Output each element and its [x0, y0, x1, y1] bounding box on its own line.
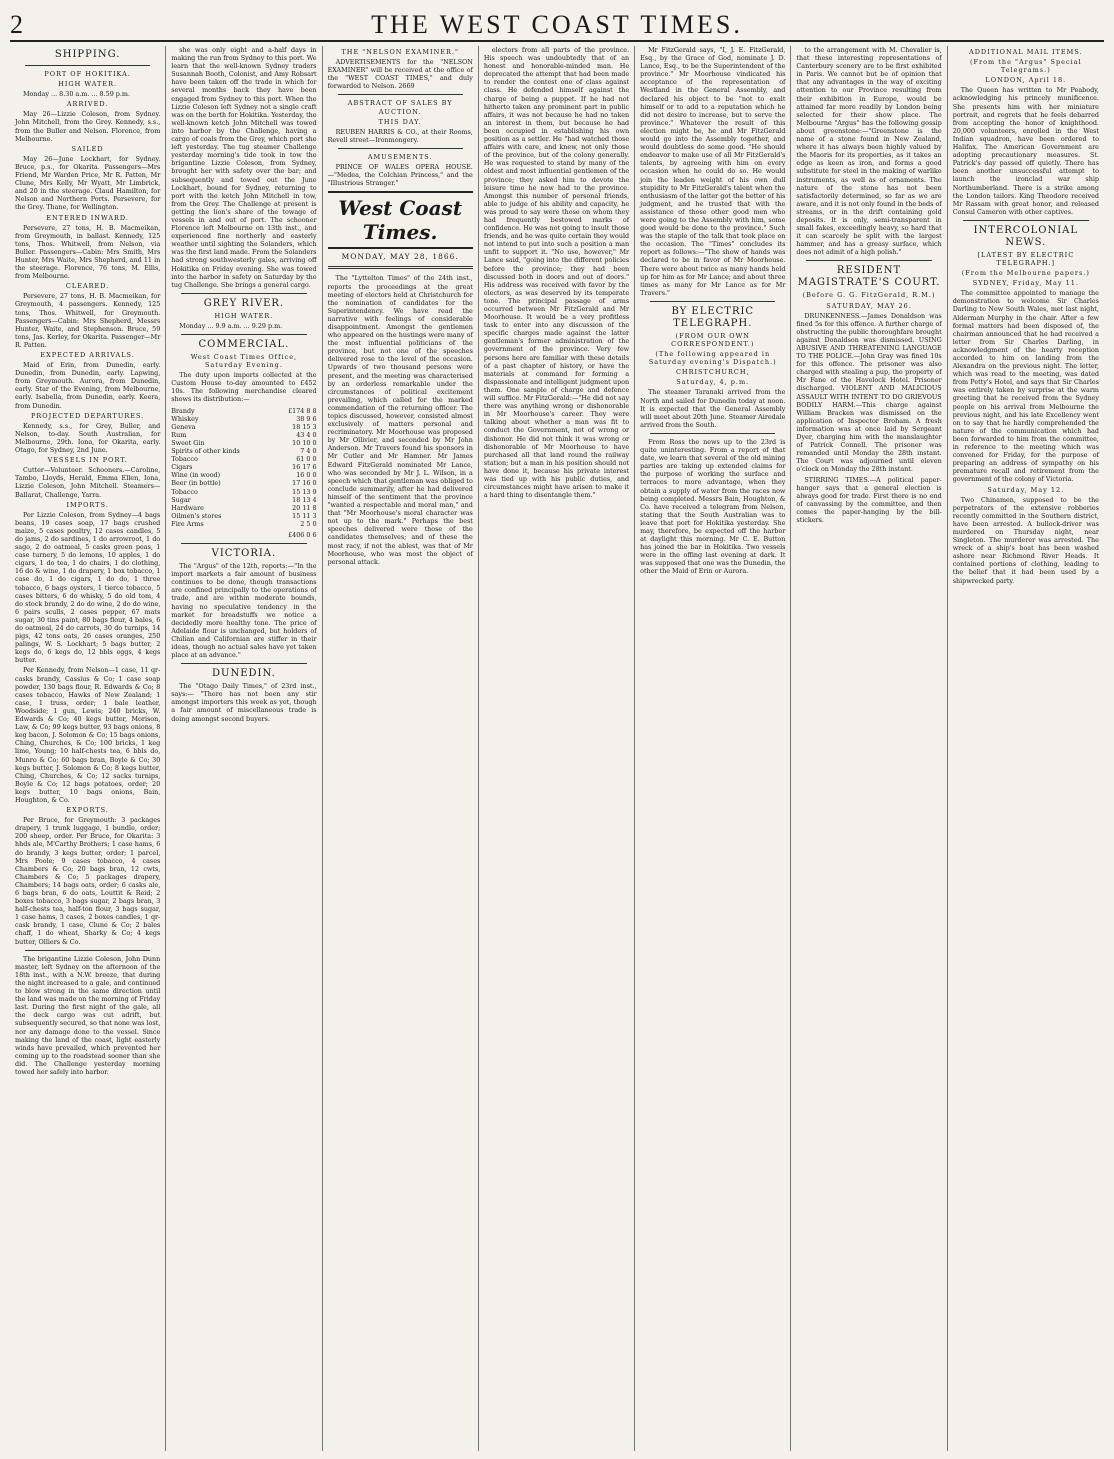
intercolonial-source: (From the Melbourne papers.): [961, 269, 1090, 278]
divider: [963, 220, 1089, 221]
court-subhead: (Before G. G. FitzGerald, R.M.): [802, 291, 936, 300]
duty-amount: £174 8 8: [288, 406, 317, 415]
this-day-label: THIS DAY.: [378, 117, 422, 126]
court-date: SATURDAY, MAY 26.: [826, 301, 912, 310]
duty-item: Fire Arms: [171, 519, 204, 528]
duty-amount: 10 10 0: [292, 438, 317, 447]
mail-heading: ADDITIONAL MAIL ITEMS.: [969, 48, 1083, 56]
duty-item: Sweet Gin: [171, 438, 205, 447]
duty-row: [171, 431, 316, 439]
divider: [25, 950, 150, 951]
column-court: [791, 46, 947, 1451]
duty-row: [171, 488, 316, 496]
double-divider: [328, 266, 473, 269]
telegraph-text: The steamer Taranaki arrived from the North and sailed for Dunedin today at noon. It is expected that the General Assembly will meet about 20th June. Steamer Airedale arrived from the South.: [640, 388, 786, 429]
duty-item: Wine (in wood): [171, 471, 221, 480]
duty-item: Geneva: [171, 422, 196, 431]
court-text: DRUNKENNESS.—James Donaldson was fined 5s for this offence. A further charge of obstructing the public thoroughfare brought against Donaldson was dismissed. USING ABUSIVE AND THREATENING LANGUAGE TO THE POLICE.—John Gray was fined 10s for this offence. The prisoner was also charged with stealing a pup, the property of Mr Fane of the Havelock Hotel. Prisoner discharged. VIOLENT AND MALICIOUS ASSAULT WITH INTENT TO DO GRIEVOUS BODILY HARM.—This charge against William Bracken was dismissed on the application of Inspector Broham. A fresh information was at once laid by Sergeant Dyer, charging him with the manslaughter of Patrick Connell. The prisoner was remanded until Monday the 28th instant. The Court was adjourned until eleven o'clock on Monday the 28th instant.: [796, 311, 942, 474]
duty-row: [171, 512, 316, 520]
grey-river-heading: GREY RIVER.: [203, 297, 285, 309]
duty-row: [171, 504, 316, 512]
duty-amount: 15 13 9: [292, 487, 317, 496]
expected-label: EXPECTED ARRIVALS.: [40, 351, 135, 359]
cleared-label: CLEARED.: [65, 282, 110, 291]
nelson-heading: THE "NELSON EXAMINER.": [341, 48, 459, 56]
arrived-text: May 26—Lizzie Coleson, from Sydney. John Mitchell, from the Grey. Kennedy, s.s., from the Buller and Nelson. Florence, from Melbourne.: [15, 110, 161, 143]
intercolonial-text: The committee appointed to manage the demonstration to welcome Sir Charles Darling to New South Wales, met last night, Alderman Murphy in the chair. After a few formal matters had been disposed of, the chairman announced that he had received a letter from Sir Charles Darling, in acknowledgment of the hearty reception accorded to him on landing from the Alexandra on the previous night. The letter, which was read to the meeting, was dated from Petty's Hotel, and says that Sir Charles was entirely taken by surprise at the warm greeting that he received from the Sydney people on his arrival from Melbourne the previous night, and his late Excellency went on to say that he hardly comprehended the nature of the communication which had been forwarded to him from the committee, in reference to the meeting which was convened for Friday, for the purpose of preparing an address of sympathy on his premature recall and retirement from the government of the colony of Victoria.: [952, 289, 1099, 484]
grey-tide-times: Monday ... 9.9 a.m. ... 9.29 p.m.: [179, 321, 283, 330]
editorial-end-text: Mr FitzGerald says, "I, J. E. FitzGerald, Esq., by the Grace of God, nominate J. D. Lance, Esq., to be the Superintendent of the province." Mr Moorhouse vindicated his acceptance of the representation of Westland in the General Assembly, and declared his object to be "not to exalt himself or to add to a reputation which he did not desire to increase, but to serve the province." Whatever the result of this election might be, he and Mr FitzGerald would go into the Assembly together, and would doubtless do some good. "He should endeavor to make use of all Mr FitzGerald's talents, by agreeing with him on every occasion when he could do so. He would join the leaden weight of his own dull stupidity to Mr FitzGerald's talent when the enthusiasm of the latter got the better of his judgment, and he trusted that with the assistance of those other good men who were going to the Assembly with him, some good would be done to the province." Such was the staple of the talk that took place on the occasion. The "Times" concludes its report as follows:—"The show of hands was declared to be in favor of Mr Moorhouse. There were about twice as many hands held up for him as for Mr Lance; and about three times as many for Mr Lance as for Mr Travers.": [640, 46, 786, 297]
abstract-heading: ABSTRACT OF SALES BY AUCTION.: [347, 99, 453, 116]
exports-label: EXPORTS.: [66, 806, 109, 815]
in-port-text: Cutter—Volunteer. Schooners.—Caroline, Tambo, Lloyds, Herald, Emma Ellen, Iona, Lizzie Coleson, John Mitchell. Steamers—Ballarat, Challenge, Yarra.: [15, 466, 161, 499]
auction-text: REUBEN HARRIS & CO., at their Rooms, Revell street—Ironmongery.: [327, 127, 473, 144]
stirring-times-text: STIRRING TIMES.—A political paper-hanger says that a general election is always good for trade. First there is no end of canvassing by the committee, and then comes the paper-hanging by the bill-stickers.: [796, 475, 942, 524]
duty-amount: 20 11 8: [292, 503, 317, 512]
duty-item: Brandy: [171, 406, 195, 415]
duty-row: [171, 415, 316, 423]
sailed-label: SAILED: [71, 144, 104, 153]
divider: [338, 148, 463, 149]
page-number: 2: [10, 10, 23, 39]
duty-row: [171, 407, 316, 415]
tide-times: Monday ... 8.30 a.m. ... 8.59 p.m.: [23, 90, 130, 99]
duty-amount: 18 15 3: [292, 422, 317, 431]
duty-amount: 15 11 3: [292, 511, 317, 520]
duty-row: [171, 439, 316, 447]
editorial-text: The "Lyttelton Times" of the 24th inst., reports the proceedings at the great meeting of electors held at Christchurch for the nomination of candidates for the Superintendency. We have read the narrative with feelings of considerable disappointment. Amongst the gentlemen who appeared on the hustings were many of the most influential politicians of the province, but not one of the speeches delivered rose to the level of the occasion. Upwards of two thousand persons were present, and the meeting was characterised by an orderless remarkable under the circumstances of political excitement prevailing, which called for the marked commendation of the returning officer. The topics discussed, however, consisted almost exclusively of matters personal and recriminatory. Mr Moorhouse was proposed by Mr Ollivier, and seconded by Mr John Anderson. Mr Travers found his sponsors in Mr Cutler and Mr Hamner. Mr James Edward FitzGerald nominated Mr Lance, who was seconded by Mr J. L. Wilson, in a speech which that gentleman was obliged to conclude summarily, after he had delivered himself of the sentiment that the province "wanted a respectable and moral man," and that "Mr Moorhouse's moral character was not up to the mark." Perhaps the best speeches delivered were those of the candidates themselves; and of these the most racy, if not the ablest, was that of Mr Moorhouse, who was most the object of personal attack.: [327, 274, 473, 566]
intercolonial-text-2: Two Chinamen, supposed to be the perpetrators of the extensive robberies recently committed in the Southern district, have been arrested. A bullock-driver was murdered on Thursday night, near Singleton. The murderer was arrested. The wreck of a ship's boat has been washed ashore near Richmond River Heads. It contained portions of clothing, leading to the belief that it had been used by a shipwrecked party.: [952, 495, 1099, 585]
editorial-continued-text: electors from all parts of the province. His speech was undoubtedly that of an honest and honorable-minded man. He deprecated the attempt that had been made to render the contest one of class against class. He defended himself against the charge of being a puppet. If he had not hitherto taken any prominent part in public affairs, it was not because he had no taken an interest in them, but because he had been occupied in establishing his own position as a settler. He "had watched those affairs with care, and knew, not only those of the province, but of the colony generally. He was requested to stand by many of the oldest and most influential gentlemen of the province; they asked him to devote the leisure time he now had to the province. Amongst this number of personal friends, able to judge of his ability and capacity, he was proud to say were those on whom they had frequently bestowed marks of confidence. He was not going to insult those friends, and he was quite certain they would not intend to put into such a position a man unfit to support it. "No use, however," Mr Lance said, "going into the different policies before the province; they had been discussed both in doors and out of doors." His address was received with favor by the electors, as was deserved by its temperate tone. The principal passage of arms occurred between Mr FitzGerald and Mr Moorhouse. It would be a very profitless task to enter into any discussion of the specific charges made against the latter gentleman's former administration of the government of the province. Very few persons here are familiar with these details of a past chapter of history, or have the materials at command for forming a dispassionate and intelligent judgment upon them. One sample of charge and defence will suffice. Mr FitzGerald:—"He did not say there was anything wrong or dishonorable in Mr Moorhouse's career. They were talking about whether a man was fit to conduct the Government, not of wrong or dishonor. He did not think it was wrong or dishonorable of Mr Moorhouse to have purchased all that land round the railway station; but a man in his position should not have done it, because his private interest was tied up with his public duties, and circumstances might have arisen to make it a hard thing to disentangle them.": [483, 46, 630, 500]
column-telegraph: [635, 46, 791, 1451]
intercolonial-date: SYDNEY, Friday, May 11.: [972, 279, 1079, 288]
amusements-heading: AMUSEMENTS.: [367, 152, 433, 161]
duty-total: £406 0 6: [288, 530, 317, 539]
duty-item: Beer (in bottle): [171, 479, 221, 488]
in-port-label: VESSELS IN PORT.: [47, 456, 128, 465]
local-news-text: From Ross the news up to the 23rd is quite uninteresting. From a report of that date, we learn that several of the old mining parties are taking up extended claims for the purpose of working the surface and terraces to more advantage, when they obtain a supply of water from the races now being completed. Messrs Bain, Houghton, & Co. have received a telegram from Nelson, stating that the South Australian was to leave that port for Hokitika yesterday. She may, therefore, be expected off the harbor at daylight this morning. Mr C. E. Button has joined the bar in Hokitika. Two vessels were in the offing last evening at dark. It was supposed that one was the Dunedin, the other the Maid of Erin or Aurora.: [640, 437, 786, 576]
column-mail: [948, 46, 1104, 1451]
duty-row: [171, 471, 316, 479]
duty-row: [171, 455, 316, 463]
divider: [338, 94, 463, 95]
sailed-text: May 26—June Lockhart, for Sydney. Bruce, p.s., for Okarita. Passengers—Mrs Friend, Mr Warden Price, Mr R. Patten, Mr Clune, Mrs Kelly, Mr Wyatt, Mr Limbrick, and 20 in the steerage. Claud Hamilton, for Nelson and Northern Ports. Persevere, for the Grey. Thane, for Wellington.: [15, 154, 161, 212]
imports-text: Per Lizzie Coleson, from Sydney—4 bags beans, 19 cases soap, 17 bags crushed maize, 5 cases poultry, 12 cases candles, 5 do jams, 2 do sardines, 1 do arrowroot, 1 do sago, 2 do oatmeal, 5 casks green peas, 1 case turnery, 5 do lemons, 10 apples, 1 do cigars, 1 do tea, 1 do chairs, 1 do clothing, 16 do & wine, 1 do drapery, 1 box tobacco, 1 case do, 1 do cigars, 1 do do, 1 three tobacco, 6 bags oysters, 1 tierce tobacco, 5 cases bitters, 6 do whisky, 5 do old tom, 4 do stock brandy, 2 do do wine, 2 do do wine, 6 pairs sculls, 2 cases pepper, 67 mats sugar, 30 tins paint, 80 bags flour, 4 bales, 6 do oatmeal, 24 do carrots, 30 do turnips, 14 pigs, 42 tons oats, 26 cases oranges, 250 palings, W. S. Lockhart; 5 bags butter, 2 kegs do, 6 kegs do, 12 bbls eggs, 4 kegs butter.: [15, 510, 161, 665]
commercial-subhead: West Coast Times Office, Saturday Evening.: [190, 353, 298, 370]
paper-title: West Coast Times.: [328, 191, 473, 249]
duty-item: Oilmen's stores: [171, 511, 222, 520]
duty-amount: 43 4 0: [296, 430, 317, 439]
victoria-text: The "Argus" of the 12th, reports:—"In the import markets a fair amount of business continues to be done, though transactions are confined principally to the operations of trade, and are within moderate bounds, having no speculative tendency in the market for breadstuffs we notice a decidedly more healthy tone. The price of Adelaide flour is unchanged, but holders of Chilian and Californian are stiffer in their ideas, though no actual sales have yet taken place at an advance.": [171, 562, 317, 660]
tide-label: HIGH WATER.: [58, 80, 118, 89]
duty-row: [171, 520, 316, 528]
column-commercial: [166, 46, 322, 1451]
expected-text: Maid of Erin, from Dunedin, early. Dunedin, from Dunedin, early. Lapwing, from Greymouth. Aurora, from Dunedin, early. Star of the Evening, from Melbourne, early. Isabella, from Dunedin, early. Keera, from Dunedin.: [15, 361, 161, 410]
victoria-heading: VICTORIA.: [211, 548, 277, 560]
shipping-continued: she was only eight and a-half days in making the run from Sydney to this port. We learn that the well-known Sydney traders Susannah Booth, Colonist, and Amy Robsart have been taken off the trade in which for several months back they have been engaged from Sydney to this port. When the Lizzie Coleson left Sydney not a single craft was on the berth for Hokitika. Yesterday, the well-known ketch John Mitchell was towed into harbor by the Challenge, having a cargo of coals from the Grey, which port she left yesterday. The tug steamer Challenge yesterday morning's tide took in tow the brigantine Lizzie Coleson, from Sydney, brought her with safety over the bar; and subsequently and towed out the June Lockhart, bound for Sydney, returning to port with the ketch John Mitchell in tow, from the Grey. The Challenge at present is getting the lion's share of the towage of vessels in and out of port. The schooner Florence left Melbourne on 13th inst., and experienced fine northerly and easterly weather until sighting the Solanders, which was the first land made. From the Solanders had strong southwesterly gales, arriving off Hokitika on Friday evening. She was towed into the harbor in safety on Saturday by the tug Challenge. She brings a general cargo.: [171, 46, 317, 289]
duty-table: [171, 407, 316, 528]
divider: [181, 293, 306, 294]
mail-subhead: (From the "Argus" Special Telegrams.): [969, 58, 1082, 75]
port-heading: PORT OF HOKITIKA.: [44, 70, 131, 78]
intercolonial-date-2: Saturday, May 12.: [987, 485, 1065, 494]
telegraph-date: Saturday, 4, p.m.: [676, 378, 750, 387]
imports-text-2: Per Kennedy, from Nelson—1 case, 11 qr-casks brandy, Cassius & Co; 1 case soap powder, 130 bags flour, R. Edwards & Co; 8 cases tobacco, Hawks of New Zealand; 1 case, 1 truss, order; 1 bale leather, Woodside; 1 gun, Lewis; 240 bricks, W. Edwards & Co; 40 kegs butter, Morison, Law, & Co; 99 kegs butter, 93 bags onions, 8 keg bacon, J. Solomon & Co; 15 bags onions, Ching, Churches, & Co; 100 bricks, 1 keg lime, Young; 10 half-chests tea, 6 bbls do, Munro & Co; 60 bags bran, Boyle & Co; 30 kegs butter, J. Solomon & Co; 8 kegs butter, Ching, Churches, & Co; 12 sacks turnips, Boyle & Co; 12 bags potatoes, order; 20 kegs butter, 10 bags onions, Bain, Houghton, & Co.: [15, 666, 161, 804]
duty-amount: 38 9 6: [296, 414, 317, 423]
greenstone-text: to the arrangement with M. Chevalier is, that these interesting representations of Canterbury scenery are to be first exhibited in Paris. We cannot but be of opinion that that any advantages in the way of exciting attention to our Province resulting from their exhibition in Europe, would be attained far more readily by London being selected for their show place. The Melbourne "Argus" has the following gossip about greenstone:—"Greenstone is the name of a stone found in New Zealand, where it has always been highly valued by the Maoris for its properties, as it takes an edge as keen as iron, and forms a good substitute for steel in the making of warlike instruments, as well as of ornaments. The nature of the stone has not been satisfactorily determined, so far as we are aware, and it is not only found in the beds of streams, or in the drift containing gold deposits. It is only, semi-transparent in small fakes, exceedingly heavy, so hard that it can scarcely be split with the largest hammer, and has a greasy surface, which does not admit of a high polish.": [796, 46, 942, 257]
duty-row: [171, 496, 316, 504]
columns: [10, 46, 1104, 1451]
column-shipping: [10, 46, 166, 1451]
nelson-ad: ADVERTISEMENTS for the "NELSON EXAMINER" will be received at the office of the "WEST COAST TIMES," and duly forwarded to Nelson. 2669: [327, 58, 473, 91]
divider: [25, 65, 150, 66]
duty-amount: 61 0 0: [296, 455, 317, 464]
cleared-text: Persevere, 27 tons, H. B. Macmeikan, for Greymouth, 4 passengers. Kennedy, 125 tons, Thos. Whitwell, for Greymouth. Passengers—Cabin: Mrs Shepherd, Messrs Hunter, Waite, and Stephenson. Bruce, 59 tons, Jas. Kerley, for Okarita. Passenger—Mr R. Patten.: [15, 292, 161, 349]
intercolonial-subhead: [LATEST BY ELECTRIC TELEGRAPH.]: [977, 250, 1075, 267]
amusements-text: PRINCE OF WALES OPERA HOUSE.—"Medea, the Colchian Princess," and the "Illustrious Stranger.": [327, 163, 473, 188]
divider: [181, 543, 306, 544]
mail-text: The Queen has written to Mr Peabody, acknowledging his princely munificence. She presents him with her miniature portrait, and regrets that he feels debarred from accepting the honor of knighthood. 20,000 volunteers, enrolled in the West Indian squadron, have been ordered to Halifax. The American Government are adopting precautionary measures. St. Patrick's day passed off quietly. There has been another unsuccessful attempt to launch the ironclad war ship Northumberland. There is a strike among the London tailors. King Theodore received Mr Rassam with great honor, and released Consul Cameron with other captives.: [952, 86, 1099, 216]
issue-date: MONDAY, MAY 28, 1866.: [341, 252, 459, 262]
entered-text: Persevere, 27 tons, H. B. Macmeikan, from Greymouth, in ballast. Kennedy, 125 tons, Thos. Whitwell, from Nelson, via Buller. Passengers—Cabin: Mrs Smith, Mrs Hunter, Mrs Waite, Mrs Shepherd, and 11 in the steerage. Florence, 76 tons, M. Ellis, from Melbourne.: [15, 223, 161, 281]
telegraph-heading: BY ELECTRIC TELEGRAPH.: [671, 305, 755, 329]
court-heading: RESIDENT MAGISTRATE'S COURT.: [797, 265, 941, 289]
duty-item: Tobacco: [171, 455, 198, 464]
divider: [181, 334, 306, 335]
duty-amount: 16 17 6: [292, 463, 317, 472]
commercial-text: The duty upon imports collected at the Custom House to-day amounted to £452 10s. The following merchandise cleared shows its distribution:—: [171, 371, 317, 404]
projected-label: PROJECTED DEPARTURES.: [31, 411, 145, 420]
mail-date: LONDON, April 18.: [985, 76, 1067, 85]
shipping-news: The brigantine Lizzie Coleson, John Dunn master, left Sydney on the afternoon of the 18th inst., with a N.W. breeze, that during the night increased to a gale, and continued to blow strong in the same direction until the land was made on the morning of Friday last. During the first night of the gale, all the deck cargo was cut adrift, but subsequently secured, so that none was lost, nor any damage done to the vessel. Since making the land of the coast, light easterly winds have prevailed, which prevented her coming up to the roadstead sooner than she did. The Challenge yesterday morning towed her safely into harbor.: [15, 954, 161, 1076]
duty-row: [171, 479, 316, 487]
duty-item: Rum: [171, 430, 187, 439]
dunedin-heading: DUNEDIN.: [212, 668, 276, 680]
duty-amount: 17 16 0: [292, 479, 317, 488]
divider: [650, 433, 775, 434]
newspaper-title: THE WEST COAST TIMES.: [371, 10, 743, 39]
duty-item: Sugar: [171, 495, 191, 504]
duty-item: Spirits of other kinds: [171, 447, 240, 456]
divider: [650, 301, 775, 302]
duty-item: Whiskey: [171, 414, 199, 423]
divider: [181, 663, 306, 664]
exports-text: Per Bruce, for Greymouth: 3 packages drapery, 1 trunk luggage, 1 bundle, order; 200 sheep, order. Per Bruce, for Okarita: 3 hhds ale, M'Carthy Brothers; 1 case hams, 6 do brandy, 3 kegs butter, order; 1 parcel, Mrs Poole; 9 cases tobacco, 4 cases Chambers & Co; 20 bags bran, 12 cwts, Chambers & Co; 5 packages drapery, Chambers; 14 bags oats, order; 6 casks ale, 6 bags bran, 6 do oats, Louttit & Reid; 2 boxes tobacco, 3 bags sugar, 2 bags bran, 3 half-chests tea, half-ton flour, 3 bags sugar, 1 case hams, 3 cases, 2 boxes candles, 1 qr-cask brandy, 1 case, Clune & Co; 2 bales chaff, 1 do wheat, Sharky & Co; 4 kegs butter, Olliers & Co.: [15, 816, 161, 946]
duty-row: [171, 423, 316, 431]
dunedin-text: The "Otago Daily Times," of 23rd inst., says:— "There has not been any stir amongst importers this week as yet, though a fair amount of miscellaneous trade is doing amongst second buyers.: [171, 682, 317, 723]
duty-row: [171, 447, 316, 455]
shipping-heading: SHIPPING.: [54, 49, 121, 60]
duty-row: [171, 463, 316, 471]
commercial-heading: COMMERCIAL.: [198, 339, 290, 350]
imports-label: IMPORTS.: [66, 500, 109, 509]
arrived-label: ARRIVED.: [66, 100, 109, 109]
duty-amount: 18 13 4: [292, 495, 317, 504]
telegraph-note: (The following appeared in Saturday evening's Dispatch.): [648, 350, 777, 367]
grey-tide-label: HIGH WATER.: [214, 311, 274, 320]
duty-item: Cigars: [171, 463, 193, 472]
column-editorial: [323, 46, 479, 1451]
projected-text: Kennedy, s.s., for Grey, Buller, and Nelson, to-day. South Australian, for Melbourne, 29th. Iona, for Okarita, early. Otago, for Sydney, 2nd June.: [15, 421, 161, 455]
duty-amount: 16 0 0: [296, 471, 317, 480]
duty-amount: 2 5 0: [300, 519, 317, 528]
intercolonial-heading: INTERCOLONIAL NEWS.: [973, 224, 1079, 248]
duty-total-row: [171, 531, 316, 539]
duty-item: Tobacco: [171, 487, 198, 496]
column-editorial-continued: [479, 46, 635, 1451]
masthead: [10, 6, 1104, 42]
telegraph-place: CHRISTCHURCH,: [675, 368, 750, 377]
duty-item: Hardware: [171, 503, 204, 512]
divider: [806, 260, 931, 261]
telegraph-subhead: (FROM OUR OWN CORRESPONDENT.): [671, 331, 755, 348]
duty-amount: 7 4 0: [300, 447, 317, 456]
entered-label: ENTERED INWARD.: [46, 213, 129, 222]
